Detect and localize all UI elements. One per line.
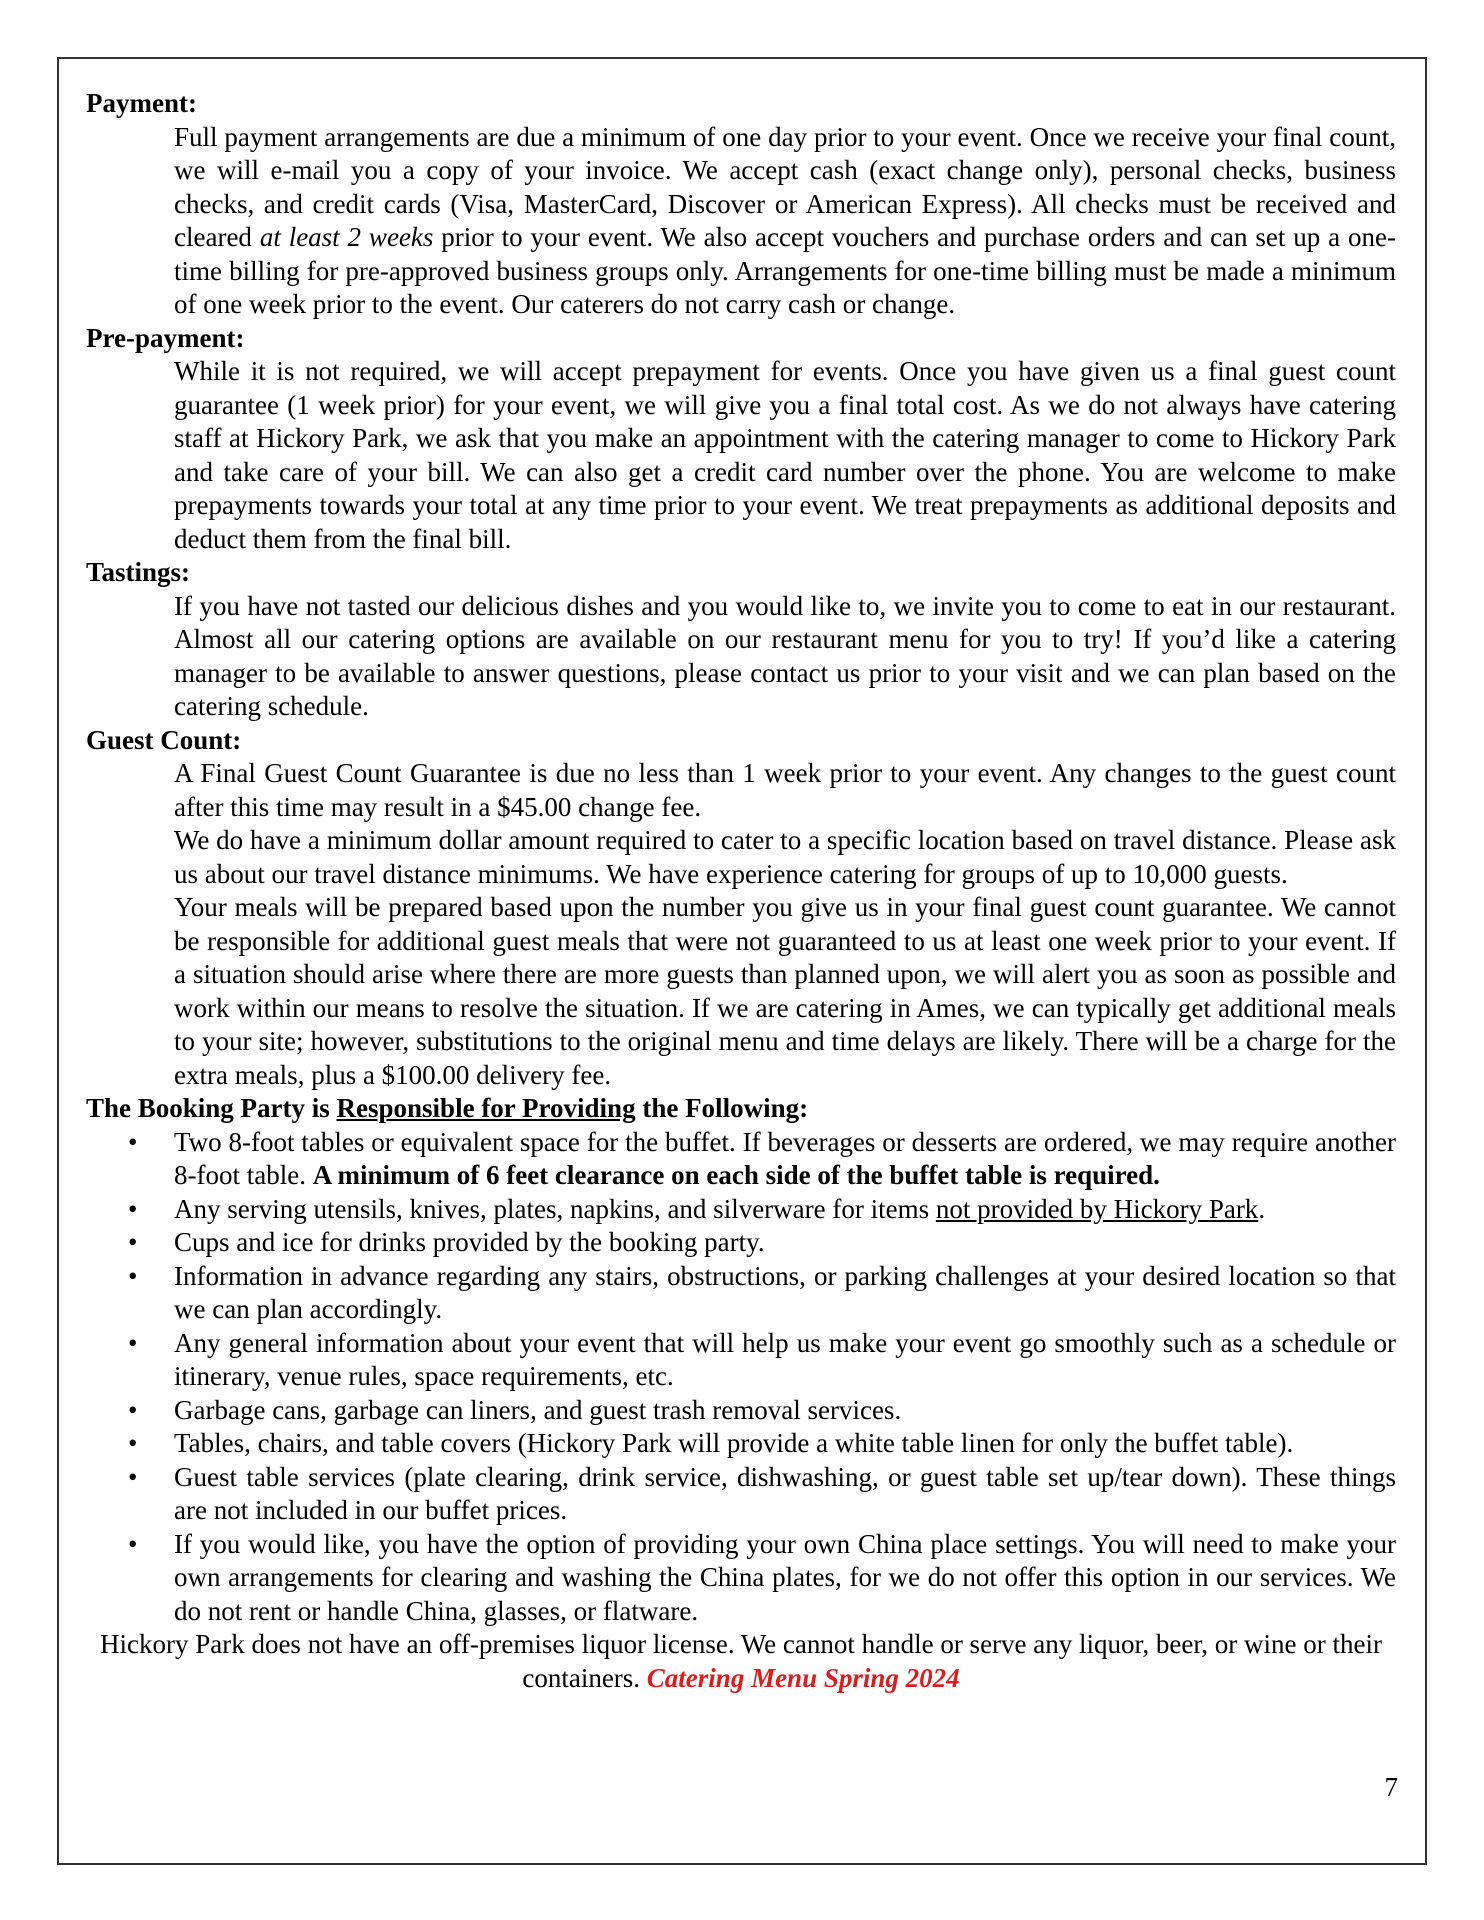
prepayment-heading: Pre-payment: bbox=[86, 322, 245, 353]
list-item-text: Two 8-foot tables or equivalent space for the buffet. If beverages or desserts are ordered, we may require another 8-foot table. bbox=[174, 1126, 1396, 1190]
list-item bbox=[128, 1193, 1396, 1227]
list-item-text-end: . bbox=[1258, 1193, 1266, 1224]
list-item-text: Information in advance regarding any stairs, obstructions, or parking challenges at your desired location so that we can plan accordingly. bbox=[174, 1260, 1396, 1324]
document-body bbox=[86, 87, 1396, 1695]
payment-text-b: prior to your event. We also accept vouchers and purchase orders and can set up a one-time billing for pre-approved business groups only. Arrangements for one-time billing must be made a minimum of one week prior to the event. Our caterers do not carry cash or change. bbox=[174, 222, 1396, 319]
payment-text-a: Full payment arrangements are due a minimum of one day prior to your event. Once we receive your final count, we will e-mail you a copy of your invoice. We accept cash (exact change only), personal checks, business checks, and credit cards (Visa, MasterCard, Discover or American Express). All checks must be received and cleared bbox=[174, 121, 1396, 252]
bullet-icon: • bbox=[128, 1126, 138, 1157]
bullet-icon: • bbox=[128, 1461, 138, 1492]
guest-count-heading: Guest Count: bbox=[86, 724, 242, 755]
list-item bbox=[128, 1528, 1396, 1629]
booking-heading bbox=[86, 1092, 1396, 1126]
payment-text-emphasis: at least 2 weeks bbox=[259, 222, 434, 252]
tastings-heading: Tastings: bbox=[86, 557, 191, 587]
list-item bbox=[128, 1260, 1396, 1327]
list-item-text: If you would like, you have the option of providing your own China place settings. You will need to make your own arrangements for clearing and washing the China plates, for we do not offer this option in our services. We do not rent or handle China, glasses, or flatware. bbox=[174, 1528, 1396, 1626]
list-item bbox=[128, 1226, 1396, 1260]
list-item-text: Garbage cans, garbage can liners, and guest trash removal services. bbox=[174, 1394, 902, 1425]
closing-text: Hickory Park does not have an off-premises liquor license. We cannot handle or serve any liquor, beer, or wine or their containers. bbox=[99, 1629, 1382, 1693]
bullet-icon: • bbox=[128, 1193, 138, 1224]
list-item bbox=[128, 1126, 1396, 1193]
payment-heading: Payment: bbox=[86, 88, 197, 118]
booking-heading-underlined: Responsible for Providing bbox=[336, 1093, 636, 1123]
booking-heading-text-b: the Following: bbox=[635, 1093, 809, 1123]
page-number: 7 bbox=[1384, 1772, 1398, 1802]
list-item bbox=[128, 1427, 1396, 1461]
bullet-icon: • bbox=[128, 1327, 138, 1358]
list-item-text: Tables, chairs, and table covers (Hickory Park will provide a white table linen for only the buffet table). bbox=[174, 1428, 1294, 1458]
prepayment-paragraph: While it is not required, we will accept prepayment for events. Once you have given us a final guest count guarantee (1 week prior) for your event, we will give you a final total cost. As we do not always have catering staff at Hickory Park, we ask that you make an appointment with the catering manager to come to Hickory Park and take care of your bill. We can also get a credit card number over the phone. You are welcome to make prepayments towards your total at any time prior to your event. We treat prepayments as additional deposits and deduct them from the final bill. bbox=[174, 356, 1396, 554]
list-item-underlined-text: not provided by Hickory Park bbox=[935, 1193, 1259, 1224]
bullet-icon: • bbox=[128, 1528, 138, 1559]
list-item bbox=[128, 1327, 1396, 1394]
bullet-icon: • bbox=[128, 1260, 138, 1291]
bullet-icon: • bbox=[128, 1428, 138, 1458]
payment-paragraph bbox=[174, 121, 1396, 322]
list-item bbox=[128, 1461, 1396, 1528]
guest-count-paragraph-1: A Final Guest Count Guarantee is due no less than 1 week prior to your event. Any changes to the guest count after this time may result in a $45.00 change fee. bbox=[174, 758, 1396, 822]
booking-list bbox=[86, 1126, 1396, 1629]
catering-menu-label: Catering Menu Spring 2024 bbox=[646, 1662, 960, 1693]
list-item-text: Any general information about your event that will help us make your event go smoothly such as a schedule or itinerary, venue rules, space requirements, etc. bbox=[174, 1327, 1396, 1391]
bullet-icon: • bbox=[128, 1227, 138, 1257]
closing-note bbox=[86, 1628, 1396, 1695]
tastings-paragraph: If you have not tasted our delicious dishes and you would like to, we invite you to come to eat in our restaurant. Almost all our catering options are available on our restaurant menu for you to try! If you’d like a catering manager to be available to answer questions, please contact us prior to your visit and we can plan based on the catering schedule. bbox=[174, 590, 1396, 721]
guest-count-paragraph-3: Your meals will be prepared based upon the number you give us in your final guest count guarantee. We cannot be responsible for additional guest meals that were not guaranteed to us at least one week prior to your event. If a situation should arise where there are more guests than planned upon, we will alert you as soon as possible and work within our means to resolve the situation. If we are catering in Ames, we can typically get additional meals to your site; however, substitutions to the original menu and time delays are likely. There will be a charge for the extra meals, plus a $100.00 delivery fee. bbox=[174, 892, 1396, 1090]
booking-heading-text-a: The Booking Party is bbox=[86, 1093, 337, 1123]
guest-count-paragraph-2: We do have a minimum dollar amount required to cater to a specific location based on travel distance. Please ask us about our travel distance minimums. We have experience catering for groups of up to 10,000 guests. bbox=[174, 825, 1396, 889]
list-item-bold-text: A minimum of 6 feet clearance on each side of the buffet table is required. bbox=[312, 1160, 1160, 1190]
list-item-text: Any serving utensils, knives, plates, napkins, and silverware for items bbox=[174, 1193, 936, 1224]
list-item bbox=[128, 1394, 1396, 1428]
list-item-text: Cups and ice for drinks provided by the booking party. bbox=[174, 1227, 765, 1257]
bullet-icon: • bbox=[128, 1394, 138, 1425]
list-item-text: Guest table services (plate clearing, drink service, dishwashing, or guest table set up/tear down). These things are not included in our buffet prices. bbox=[174, 1461, 1396, 1525]
